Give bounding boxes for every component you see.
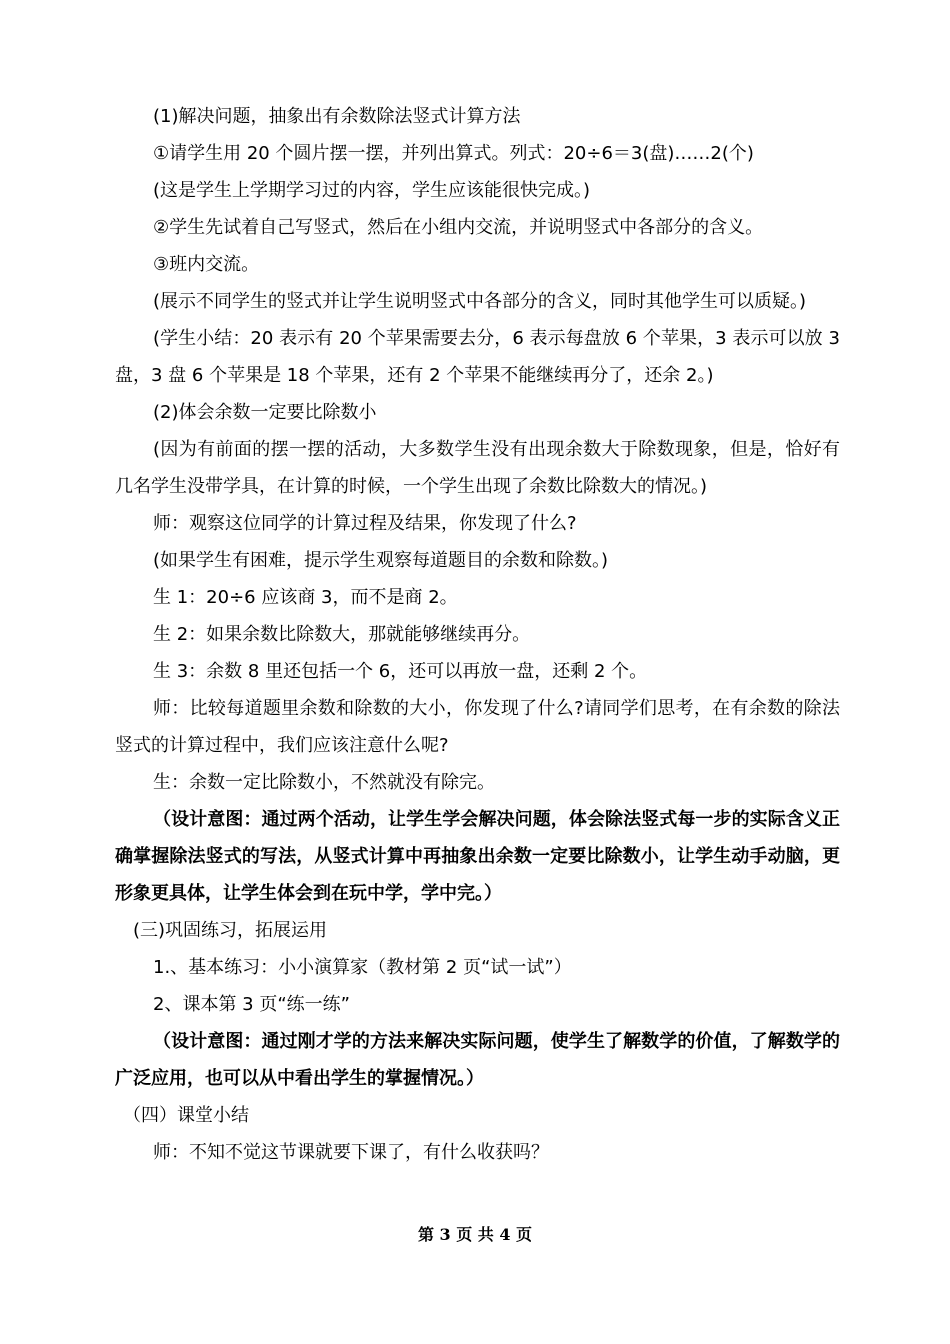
document-body — [115, 98, 840, 1171]
paragraph-5: ③班内交流。 — [153, 254, 260, 275]
paragraph-6: (展示不同学生的竖式并让学生说明竖式中各部分的含义，同时其他学生可以质疑。) — [153, 291, 807, 312]
paragraph-3: (这是学生上学期学习过的内容，学生应该能很快完成。) — [153, 180, 591, 201]
paragraph-4: ②学生先试着自己写竖式，然后在小组内交流，并说明竖式中各部分的含义。 — [153, 217, 764, 238]
paragraph-9: (因为有前面的摆一摆的活动，大多数学生没有出现余数大于除数现象，但是，恰好有几名学生没带学具，在计算的时候，一个学生出现了余数比除数大的情况。) — [115, 439, 840, 497]
section-heading-summary: （四）课堂小结 — [123, 1105, 249, 1126]
design-intent-note-1: （设计意图：通过两个活动，让学生学会解决问题，体会除法竖式每一步的实际含义正确掌握除法竖式的写法，从竖式计算中再抽象出余数一定要比除数小，让学生动手动脑，更形象更具体，让学生体会到在玩中学，学中完。） — [115, 809, 840, 904]
paragraph-8: (2)体会余数一定要比除数小 — [153, 402, 377, 423]
paragraph-13: 生 2：如果余数比除数大，那就能够继续再分。 — [153, 624, 531, 645]
paragraph-12: 生 1：20÷6 应该商 3，而不是商 2。 — [153, 587, 458, 608]
paragraph-11: (如果学生有困难，提示学生观察每道题目的余数和除数。) — [153, 550, 609, 571]
paragraph-20: 2、课本第 3 页“练一练” — [153, 994, 350, 1015]
paragraph-19: 1.、基本练习：小小演算家（教材第 2 页“试一试”） — [153, 957, 572, 978]
section-heading-practice: (三)巩固练习，拓展运用 — [133, 920, 328, 941]
paragraph-23: 师：不知不觉这节课就要下课了，有什么收获吗？ — [153, 1142, 549, 1163]
page-number-footer: 第 3 页 共 4 页 — [417, 1225, 533, 1244]
paragraph-2: ①请学生用 20 个圆片摆一摆，并列出算式。列式：20÷6＝3(盘)……2(个) — [153, 143, 754, 164]
paragraph-7: (学生小结：20 表示有 20 个苹果需要去分，6 表示每盘放 6 个苹果，3 表示可以放 3 盘，3 盘 6 个苹果是 18 个苹果，还有 2 个苹果不能继续再分了，还余 2。) — [115, 328, 840, 386]
paragraph-14: 生 3：余数 8 里还包括一个 6，还可以再放一盘，还剩 2 个。 — [153, 661, 648, 682]
design-intent-note-2: （设计意图：通过刚才学的方法来解决实际问题，使学生了解数学的价值，了解数学的广泛应用，也可以从中看出学生的掌握情况。） — [115, 1031, 840, 1089]
paragraph-10: 师：观察这位同学的计算过程及结果，你发现了什么? — [153, 513, 577, 534]
paragraph-16: 生：余数一定比除数小，不然就没有除完。 — [153, 772, 495, 793]
paragraph-15: 师：比较每道题里余数和除数的大小，你发现了什么?请同学们思考，在有余数的除法竖式的计算过程中，我们应该注意什么呢? — [115, 698, 840, 756]
paragraph-1: (1)解决问题，抽象出有余数除法竖式计算方法 — [153, 106, 521, 127]
